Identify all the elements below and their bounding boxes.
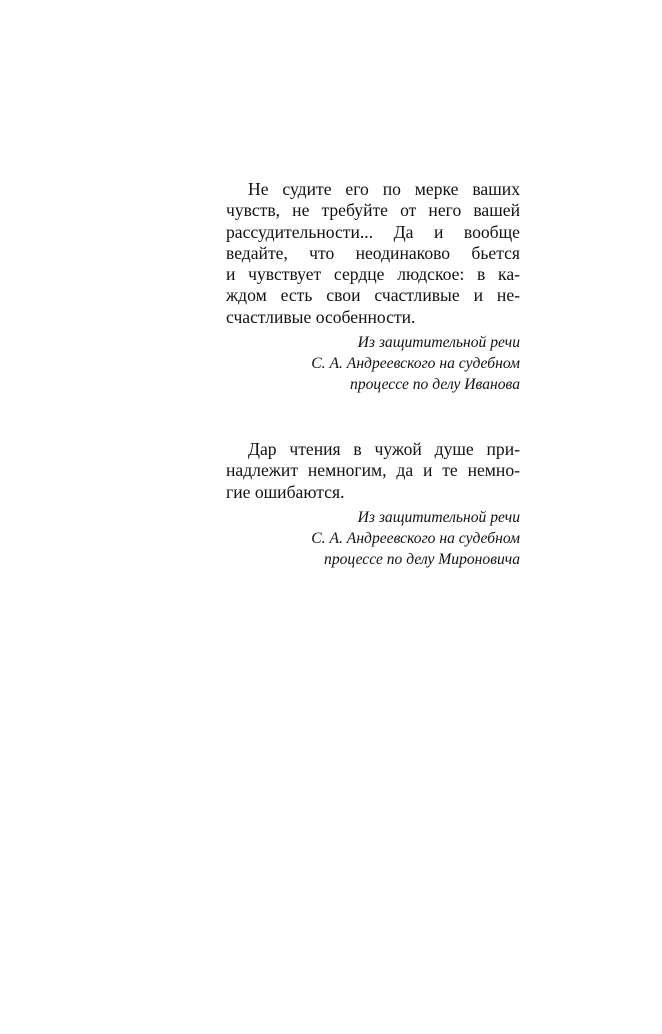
attribution-line: С. А. Андреевского на судебном bbox=[311, 355, 520, 373]
attribution-line: Из защитительной речи bbox=[357, 334, 520, 352]
attribution-line: С. А. Андреевского на судебном bbox=[311, 530, 520, 548]
quote-line: рассудительности... Да и вообще bbox=[226, 221, 520, 242]
attribution-line: процессе по делу Мироновича bbox=[324, 551, 520, 569]
quote-line: ждом есть свои счастливые и не- bbox=[226, 285, 520, 306]
quote-line: чувств, не требуйте от него вашей bbox=[226, 200, 520, 221]
quote-line: счастливые особенности. bbox=[226, 306, 416, 327]
quote-line: и чувствует сердце людское: в ка- bbox=[226, 264, 520, 285]
epigraph-quote bbox=[226, 179, 520, 328]
quote-line: гие ошибаются. bbox=[226, 481, 345, 502]
epigraph-attribution bbox=[226, 507, 520, 571]
epigraph-attribution bbox=[226, 332, 520, 396]
quote-line: Не судите его по мерке ваших bbox=[248, 179, 520, 199]
quote-line: надлежит немногим, да и те немно- bbox=[226, 460, 520, 481]
quote-line: ведайте, что неодинаково бьется bbox=[226, 242, 520, 263]
quote-line: Дар чтения в чужой душе при- bbox=[248, 439, 520, 459]
attribution-line: процессе по делу Иванова bbox=[350, 376, 520, 394]
epigraph-quote bbox=[226, 439, 520, 503]
epigraph-andreevsky-mironovich bbox=[226, 439, 520, 571]
attribution-line: Из защитительной речи bbox=[357, 508, 520, 526]
epigraph-andreevsky-ivanov bbox=[226, 179, 520, 396]
